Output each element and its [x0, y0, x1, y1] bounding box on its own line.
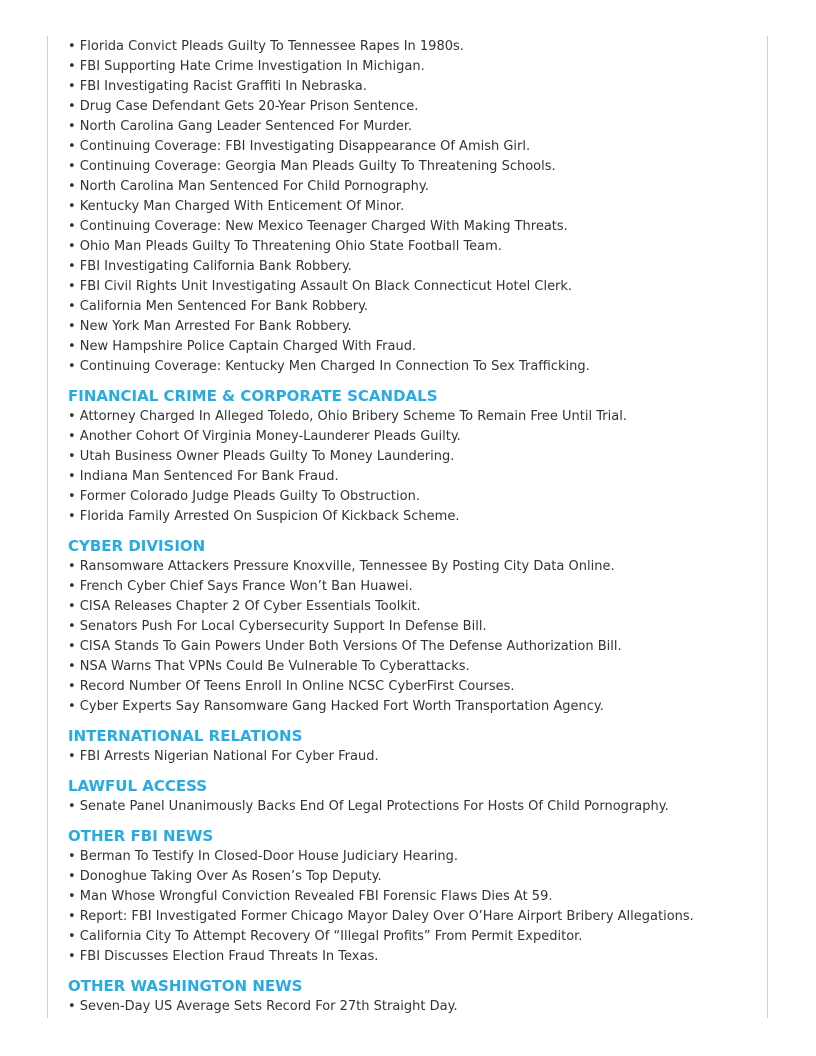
section-heading: INTERNATIONAL RELATIONS: [68, 727, 303, 745]
news-item[interactable]: • CISA Stands To Gain Powers Under Both Versions Of The Defense Authorization Bill.: [68, 639, 622, 654]
news-item[interactable]: • FBI Investigating Racist Graffiti In Nebraska.: [68, 79, 367, 94]
news-item[interactable]: • Ohio Man Pleads Guilty To Threatening Ohio State Football Team.: [68, 239, 502, 254]
section-international-relations: [68, 726, 758, 767]
news-item[interactable]: • Former Colorado Judge Pleads Guilty To Obstruction.: [68, 489, 420, 504]
news-item[interactable]: • Continuing Coverage: Kentucky Men Charged In Connection To Sex Trafficking.: [68, 359, 590, 374]
section-heading: CYBER DIVISION: [68, 537, 206, 555]
news-item[interactable]: • Another Cohort Of Virginia Money-Launderer Pleads Guilty.: [68, 429, 461, 444]
news-item[interactable]: • Continuing Coverage: FBI Investigating Disappearance Of Amish Girl.: [68, 139, 531, 154]
news-item[interactable]: • FBI Investigating California Bank Robbery.: [68, 259, 352, 274]
news-item[interactable]: • French Cyber Chief Says France Won’t Ban Huawei.: [68, 579, 413, 594]
news-item[interactable]: • Florida Convict Pleads Guilty To Tennessee Rapes In 1980s.: [68, 39, 464, 54]
news-item[interactable]: • Cyber Experts Say Ransomware Gang Hacked Fort Worth Transportation Agency.: [68, 699, 604, 714]
news-item[interactable]: • Report: FBI Investigated Former Chicago Mayor Daley Over O’Hare Airport Bribery Allegations.: [68, 909, 694, 924]
news-item[interactable]: • North Carolina Man Sentenced For Child Pornography.: [68, 179, 429, 194]
news-item[interactable]: • NSA Warns That VPNs Could Be Vulnerable To Cyberattacks.: [68, 659, 470, 674]
news-item[interactable]: • FBI Arrests Nigerian National For Cyber Fraud.: [68, 749, 379, 764]
news-item[interactable]: • FBI Supporting Hate Crime Investigation In Michigan.: [68, 59, 425, 74]
news-item[interactable]: • Continuing Coverage: New Mexico Teenager Charged With Making Threats.: [68, 219, 568, 234]
news-item[interactable]: • CISA Releases Chapter 2 Of Cyber Essentials Toolkit.: [68, 599, 421, 614]
section-heading: FINANCIAL CRIME & CORPORATE SCANDALS: [68, 387, 438, 405]
top-news-list: [68, 37, 758, 377]
news-item[interactable]: • FBI Discusses Election Fraud Threats In Texas.: [68, 949, 379, 964]
section-lawful-access: [68, 776, 758, 817]
news-item[interactable]: • California City To Attempt Recovery Of “Illegal Profits” From Permit Expeditor.: [68, 929, 583, 944]
news-item[interactable]: • Drug Case Defendant Gets 20-Year Prison Sentence.: [68, 99, 419, 114]
section-heading: OTHER FBI NEWS: [68, 827, 214, 845]
news-item[interactable]: • California Men Sentenced For Bank Robbery.: [68, 299, 369, 314]
news-item[interactable]: • Seven-Day US Average Sets Record For 27th Straight Day.: [68, 999, 458, 1014]
news-item[interactable]: • Senators Push For Local Cybersecurity Support In Defense Bill.: [68, 619, 487, 634]
news-item[interactable]: • Record Number Of Teens Enroll In Online NCSC CyberFirst Courses.: [68, 679, 515, 694]
news-item[interactable]: • Utah Business Owner Pleads Guilty To Money Laundering.: [68, 449, 455, 464]
section-financial-crime: [68, 386, 758, 527]
section-other-washington-news: [68, 976, 758, 1017]
news-item[interactable]: • Continuing Coverage: Georgia Man Pleads Guilty To Threatening Schools.: [68, 159, 556, 174]
news-item[interactable]: • Ransomware Attackers Pressure Knoxville, Tennessee By Posting City Data Online.: [68, 559, 615, 574]
news-item[interactable]: • Senate Panel Unanimously Backs End Of Legal Protections For Hosts Of Child Pornography.: [68, 799, 669, 814]
news-item[interactable]: • Kentucky Man Charged With Enticement Of Minor.: [68, 199, 405, 214]
section-heading: OTHER WASHINGTON NEWS: [68, 977, 303, 995]
newsletter-content: [68, 37, 758, 1017]
section-other-fbi-news: [68, 826, 758, 967]
news-item[interactable]: • New York Man Arrested For Bank Robbery.: [68, 319, 352, 334]
news-item[interactable]: • North Carolina Gang Leader Sentenced For Murder.: [68, 119, 413, 134]
news-item[interactable]: • FBI Civil Rights Unit Investigating Assault On Black Connecticut Hotel Clerk.: [68, 279, 573, 294]
news-item[interactable]: • Florida Family Arrested On Suspicion Of Kickback Scheme.: [68, 509, 460, 524]
section-cyber-division: [68, 536, 758, 717]
news-item[interactable]: • New Hampshire Police Captain Charged With Fraud.: [68, 339, 417, 354]
news-item[interactable]: • Indiana Man Sentenced For Bank Fraud.: [68, 469, 339, 484]
news-item[interactable]: • Man Whose Wrongful Conviction Revealed FBI Forensic Flaws Dies At 59.: [68, 889, 553, 904]
news-item[interactable]: • Attorney Charged In Alleged Toledo, Ohio Bribery Scheme To Remain Free Until Trial.: [68, 409, 627, 424]
news-item[interactable]: • Donoghue Taking Over As Rosen’s Top Deputy.: [68, 869, 382, 884]
section-heading: LAWFUL ACCESS: [68, 777, 208, 795]
news-item[interactable]: • Berman To Testify In Closed-Door House Judiciary Hearing.: [68, 849, 459, 864]
